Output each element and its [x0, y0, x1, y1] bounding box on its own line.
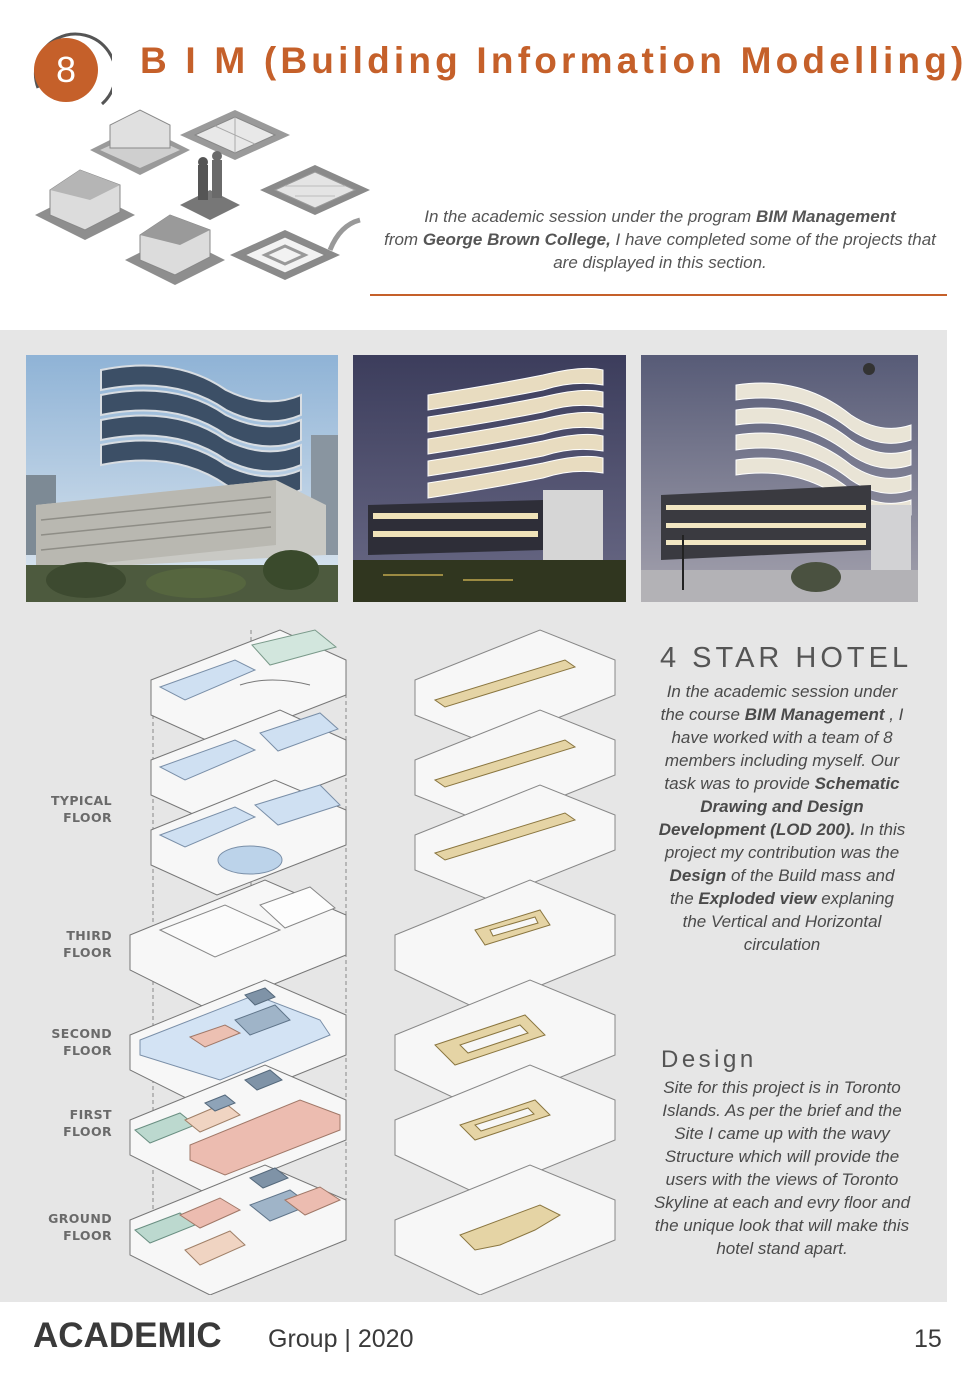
- footer-section-name: ACADEMIC: [33, 1316, 222, 1355]
- floor-label-second: SECOND FLOOR: [51, 1026, 112, 1058]
- header: [0, 0, 977, 330]
- people-icon: [180, 151, 240, 220]
- page-title: B I M (Building Information Modelling): [140, 40, 968, 81]
- floor-label-typical: TYPICAL FLOOR: [50, 793, 112, 825]
- house-icon: [90, 110, 190, 175]
- intro-text: I have completed some of the projects that are displayed in this section.: [553, 230, 936, 272]
- circulation-stack: [395, 630, 615, 1295]
- balloon-icon: [863, 363, 875, 375]
- bim-cycle-illustration: [30, 100, 375, 300]
- intro-text: from: [384, 230, 423, 249]
- massing-stack: [130, 630, 346, 1295]
- page-number: 15: [914, 1325, 942, 1353]
- intro-college: George Brown College,: [422, 230, 611, 249]
- house-icon: [125, 215, 225, 285]
- intro-program: BIM Management: [755, 207, 896, 226]
- footer-group-year: Group | 2020: [268, 1325, 414, 1353]
- render-day-image: [26, 355, 338, 602]
- intro-paragraph: [370, 205, 950, 274]
- divider: [370, 294, 947, 296]
- render-dusk-image: [353, 355, 626, 602]
- floor-plan-icon: [260, 165, 370, 215]
- section-number: 8: [34, 38, 98, 102]
- design-description: Site for this project is in Toronto Islands. As per the brief and the Site I came up with the wavy Structure which will provide the users with the views of Toronto Skyline at each and evry floor and the unique look that will make this hotel stand apart.: [653, 1078, 911, 1258]
- arrow-icon: [330, 220, 360, 250]
- floor-plan-icon: [180, 110, 290, 160]
- project-description: In the academic session under the course BIM Management , I have worked with a team of 8 members including myself. Our task was to provide Schematic Drawing and Design Development (LOD 200). In this project my contribution was the Design of the Build mass and the Exploded view explaning the Vertical and Horizontal circulation: [658, 682, 906, 954]
- house-icon: [35, 170, 135, 240]
- floor-label-first: FIRST FLOOR: [63, 1107, 112, 1139]
- floor-label-third: THIRD FLOOR: [63, 928, 112, 960]
- design-heading: Design: [661, 1046, 757, 1073]
- exploded-view-drawing: [20, 625, 640, 1295]
- project-title: 4 STAR HOTEL: [660, 642, 913, 674]
- floor-label-ground: GROUND FLOOR: [48, 1211, 112, 1243]
- intro-text: In the academic session under the program: [424, 207, 756, 226]
- floor-plan-icon: [230, 230, 340, 280]
- render-evening-image: [641, 355, 918, 602]
